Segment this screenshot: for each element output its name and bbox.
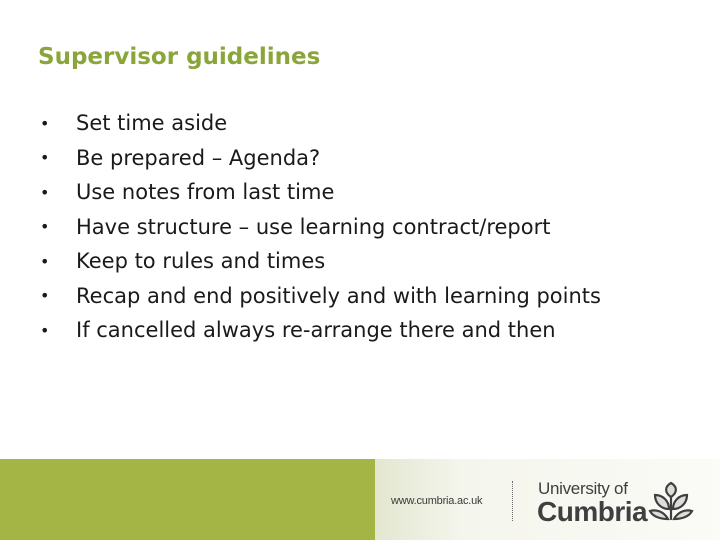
bullet-list <box>40 106 601 348</box>
website-url[interactable]: www.cumbria.ac.uk <box>391 495 483 507</box>
bullet-dot: • <box>40 320 50 340</box>
bullet-dot: • <box>40 113 50 133</box>
bullet-text: Keep to rules and times <box>76 249 326 274</box>
bullet-item <box>40 279 601 314</box>
bullet-dot: • <box>40 217 50 237</box>
bullet-item <box>40 210 601 245</box>
leaf-sprig-emblem-icon <box>647 479 695 527</box>
bullet-text: Be prepared – Agenda? <box>76 145 321 170</box>
footer-divider <box>512 481 513 521</box>
bullet-dot: • <box>40 182 50 202</box>
bullet-text: Recap and end positively and with learning points <box>76 283 601 308</box>
bullet-dot: • <box>40 286 50 306</box>
bullet-dot: • <box>40 251 50 271</box>
bullet-text: Set time aside <box>76 111 228 136</box>
bullet-item <box>40 244 601 279</box>
bullet-text: Have structure – use learning contract/report <box>76 214 551 239</box>
bullet-dot: • <box>40 148 50 168</box>
footer-bar <box>0 459 720 540</box>
bullet-item <box>40 106 601 141</box>
bullet-item <box>40 175 601 210</box>
slide-title: Supervisor guidelines <box>38 44 321 70</box>
bullet-text: If cancelled always re-arrange there and then <box>76 318 556 343</box>
logo-cumbria: Cumbria <box>537 496 648 527</box>
logo-university-of: University of <box>538 479 628 498</box>
bullet-item <box>40 313 601 348</box>
footer-logo-panel <box>375 459 720 540</box>
bullet-item <box>40 141 601 176</box>
bullet-text: Use notes from last time <box>76 180 335 205</box>
